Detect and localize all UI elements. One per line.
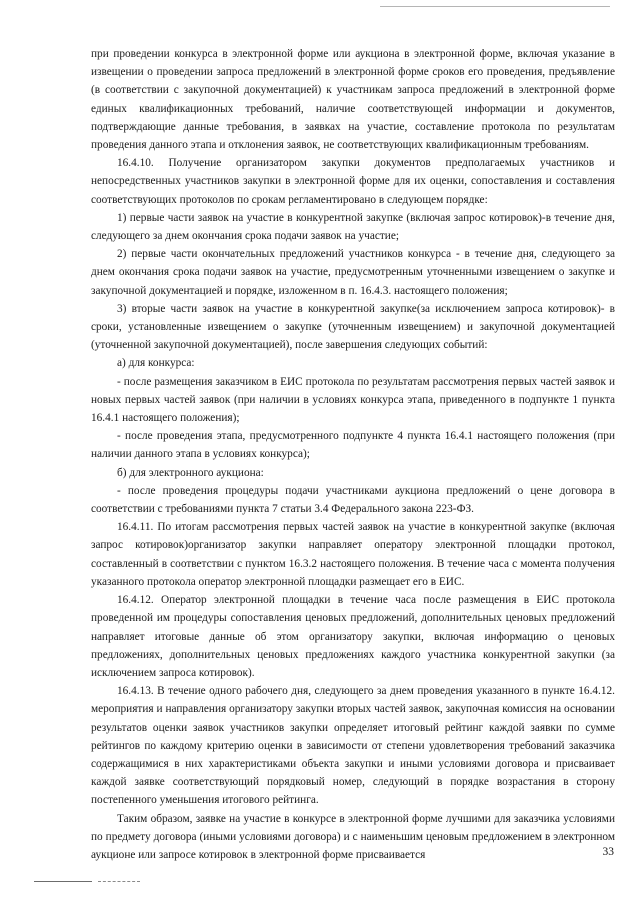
scan-footer-line-dashed: [98, 881, 140, 882]
list-item-3: 3) вторые части заявок на участие в конкурентной закупке(за исключением запроса котировок)- в сроки, установленные извещением о закупке (уточненным извещением) и закупочной документацией (уточненной закупочной документацией), после завершения следующих событий:: [91, 302, 615, 352]
subitem-a-bullet-2: - после проведения этапа, предусмотренного подпункте 4 пункта 16.4.1 настоящего положения (при наличии данного этапа в условиях конкурса);: [91, 430, 615, 461]
page-number: 33: [602, 846, 614, 858]
paragraph-continuation: при проведении конкурса в электронной форме или аукциона в электронной форме, включая указание в извещении о проведении запроса предложений в электронной форме сроков его проведения, предъявление (в соответствии с закупочной документацией) к участникам запроса предложений в электронной форме единых квалификационных требований, наличие соответствующей информации и документов, подтверждающие данные требования, в заявках на участие, составление протокола по результатам проведения данного этапа и отклонения заявок, не соответствующих квалификационным требованиям.: [91, 48, 615, 152]
paragraph-16-4-13: 16.4.13. В течение одного рабочего дня, следующего за днем проведения указанного в пункте 16.4.12. мероприятия и направления организатору закупки вторых частей заявок, закупочная комиссия на основании результатов оценки заявок участников закупки определяет итоговый рейтинг каждой заявки по сумме рейтингов по каждому критерию оценки в зависимости от степени удовлетворения требований заказчика содержащимися в них характеристиками объекта закупки и иными условиями договора и присваивает каждой заявке соответствующий порядковый номер, следующий в порядке возрастания в сторону постепенного уменьшения итогового рейтинга.: [91, 685, 615, 807]
subitem-a-heading: а) для конкурса:: [117, 357, 195, 370]
subitem-a-bullet-1: - после размещения заказчиком в ЕИС протокола по результатам рассмотрения первых частей заявок и новых первых частей заявок (при наличии в условиях конкурса этапа, приведенного в подпункте 1 пункта 16.4.1 настоящего положения);: [91, 375, 615, 425]
paragraph-16-4-12: 16.4.12. Оператор электронной площадки в течение часа после размещения в ЕИС протокола проведенной им процедуры сопоставления ценовых предложений, дополнительных ценовых предложений направляет итоговые данные об этом организатору закупки, включая информацию о ценовых предложениях, дополнительных ценовых предложениях каждого участника конкурентной закупки (за исключением запроса котировок).: [91, 594, 615, 679]
subitem-b-bullet-1: - после проведения процедуры подачи участниками аукциона предложений о цене договора в соответствии с требованиями пункта 7 статьи 3.4 Федерального закона 223-ФЗ.: [91, 484, 615, 516]
paragraph-16-4-11: 16.4.11. По итогам рассмотрения первых частей заявок на участие в конкурентной закупке (включая запрос котировок)организатор закупки направляет оператору электронной площадки протокол, составленный в соответствии с пунктом 16.3.2 настоящего положения. В течение часа с момента получения указанного протокола оператор электронной площадки размещает его в ЕИС.: [91, 521, 615, 588]
body-text: [91, 45, 615, 864]
scan-footer-line: [34, 881, 92, 882]
list-item-1: 1) первые части заявок на участие в конкурентной закупке (включая запрос котировок)-в течение дня, следующего за днем окончания срока подачи заявок на участие;: [91, 211, 615, 243]
paragraph-summary: Таким образом, заявке на участие в конкурсе в электронной форме лучшими для заказчика условиями по предмету договора (иными условиями договора) и с наименьшим ценовым предложением в электронном аукционе или запросе котировок в электронной форме присваивается: [91, 812, 615, 861]
list-item-2: 2) первые части окончательных предложений участников конкурса - в течение дня, следующего за днем окончания срока подачи заявок на участие, предусмотренным уточненными извещением о закупке и закупочной документацией и порядке, изложенном в п. 16.4.3. настоящего положения;: [91, 248, 615, 297]
subitem-b-heading: б) для электронного аукциона:: [117, 466, 264, 479]
scan-edge-line: [380, 6, 610, 7]
paragraph-16-4-10: 16.4.10. Получение организатором закупки документов предполагаемых участников и непосредственных участников закупки в электронной форме для их оценки, сопоставления и составления соответствующих протоколов по срокам регламентировано в следующем порядке:: [91, 157, 615, 206]
